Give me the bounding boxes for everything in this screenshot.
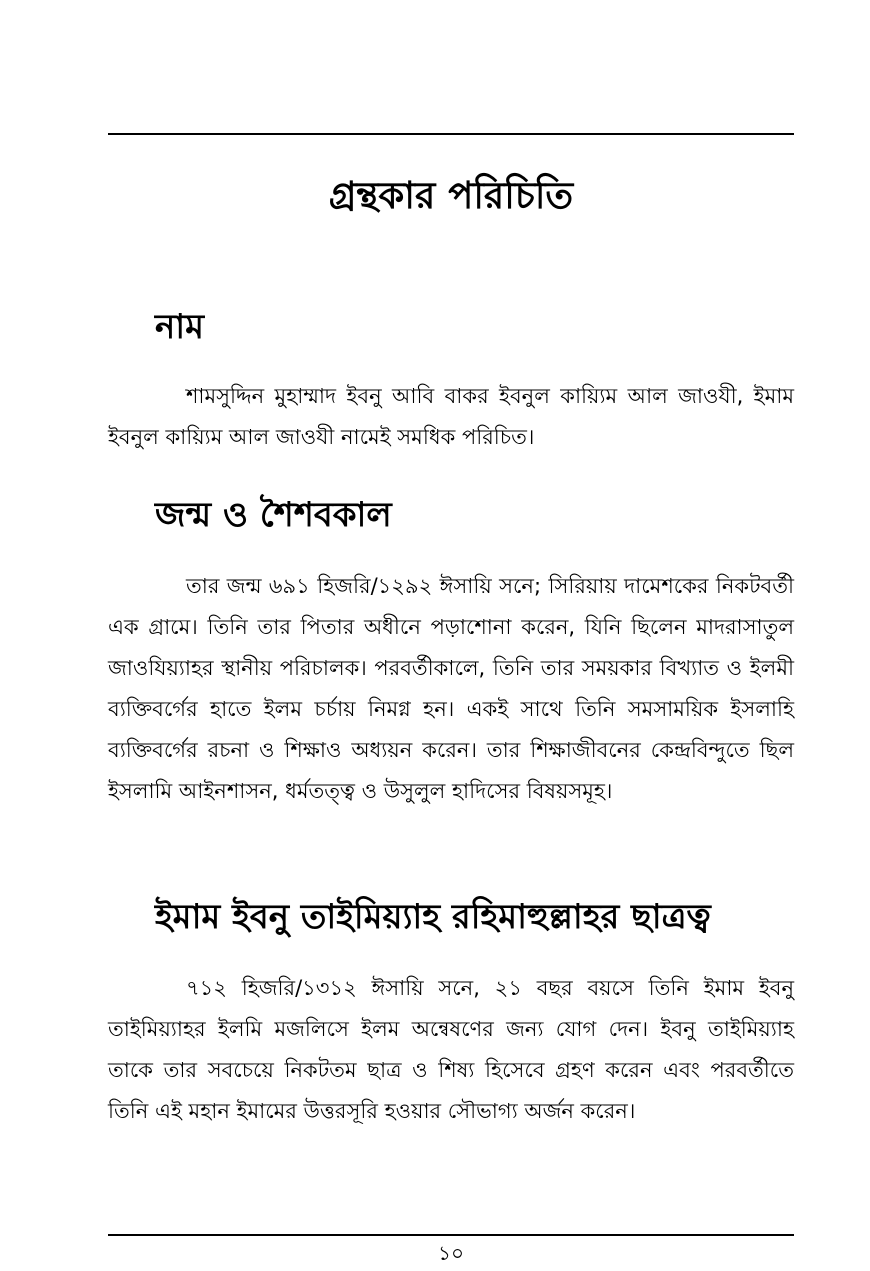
section-heading-name: নাম bbox=[155, 307, 205, 347]
section-paragraph-studentship: ৭১২ হিজরি/১৩১২ ঈসায়ি সনে, ২১ বছর বয়সে তিনি ইমাম ইবনু তাইমিয়্যাহর ইলমি মজলিসে ইলম অন্বেষণের জন্য যোগ দেন। ইবনু তাইমিয়্যাহ তাকে তার সবচেয়ে নিকটতম ছাত্র ও শিষ্য হিসেবে গ্রহণ করেন এবং পরবর্তীতে তিনি এই মহান ইমামের উত্তরসূরি হওয়ার সৌভাগ্য অর্জন করেন। bbox=[108, 976, 794, 1123]
page-number: ১০ bbox=[438, 1241, 464, 1265]
bottom-rule bbox=[108, 1234, 794, 1236]
page-title: গ্রন্থকার পরিচিতি bbox=[328, 174, 574, 217]
section-heading-birth: জন্ম ও শৈশবকাল bbox=[155, 495, 392, 535]
top-rule bbox=[108, 133, 794, 135]
section-paragraph-name: শামসুদ্দিন মুহাম্মাদ ইবনু আবি বাকর ইবনুল কায়্যিম আল জাওযী, ইমাম ইবনুল কায়্যিম আল জাওযী নামেই সমধিক পরিচিত। bbox=[108, 384, 794, 449]
section-paragraph-birth: তার জন্ম ৬৯১ হিজরি/১২৯২ ঈসায়ি সনে; সিরিয়ায় দামেশকের নিকটবর্তী এক গ্রামে। তিনি তার পিতার অধীনে পড়াশোনা করেন, যিনি ছিলেন মাদরাসাতুল জাওযিয়্যাহর স্থানীয় পরিচালক। পরবর্তীকালে, তিনি তার সময়কার বিখ্যাত ও ইলমী ব্যক্তিবর্গের হাতে ইলম চর্চায় নিমগ্ন হন। একই সাথে তিনি সমসাময়িক ইসলাহি ব্যক্তিবর্গের রচনা ও শিক্ষাও অধ্যয়ন করেন। তার শিক্ষাজীবনের কেন্দ্রবিন্দুতে ছিল ইসলামি আইনশাসন, ধর্মতত্ত্ব ও উসুলুল হাদিসের বিষয়সমূহ। bbox=[108, 574, 794, 803]
section-heading-studentship: ইমাম ইবনু তাইমিয়্যাহ রহিমাহুল্লাহর ছাত্রত্ব bbox=[155, 897, 711, 937]
